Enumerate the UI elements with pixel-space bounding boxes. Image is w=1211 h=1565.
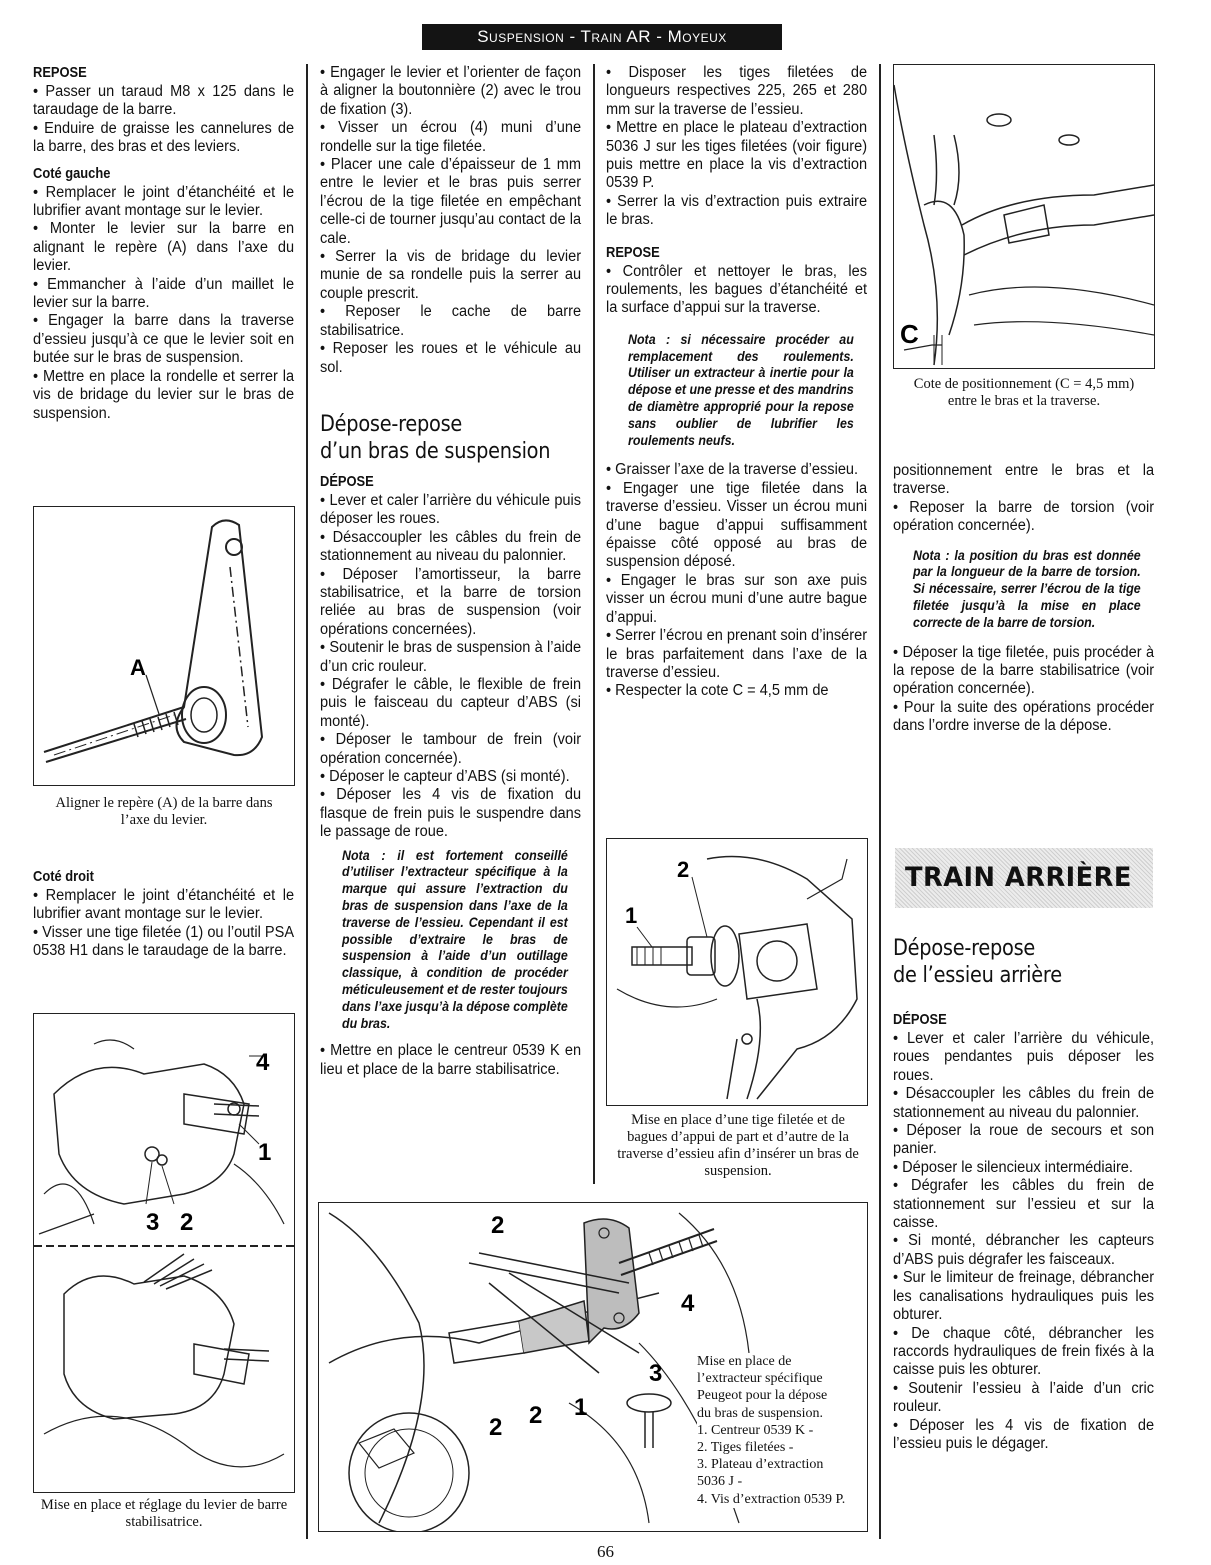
figure-label: 3 (146, 1209, 160, 1236)
column-1-lower (33, 860, 295, 961)
section-title: Dépose-repose (320, 411, 463, 437)
caption-line: 5036 J - (697, 1474, 743, 1490)
figure-label: 2 (489, 1414, 503, 1441)
paragraph: • Engager le levier et l’orienter de façon à aligner la boutonnière (2) avec le trou de fixation (3). • Visser un écrou (4) muni d’une rondelle sur la tige filetée. • Placer une cale d’épaisseur de 1 mm entre le levier et le bras puis serrer l’écrou de la tige filetée en empêchant celle-ci de tourner jusqu’au contact de la cale. • Serrer la vis de bridage du levier munie de sa rondelle puis la serrer au couple prescrit. • Reposer le cache de barre stabilisatrice. • Reposer les roues et le véhicule au sol. (320, 64, 582, 376)
caption-line: 1. Centreur 0539 K - (697, 1422, 814, 1438)
section-title: de l’essieu arrière (893, 963, 1062, 988)
column-1 (33, 64, 295, 423)
column-2 (320, 64, 582, 1079)
figure-position-c (893, 64, 1155, 369)
lever-drawing (34, 507, 294, 785)
page-header: Suspension - Train AR - Moyeux (422, 24, 782, 50)
column-divider (306, 64, 308, 1539)
figure-label: 4 (681, 1290, 695, 1317)
page-number: 66 (597, 1542, 614, 1561)
extractor-caption (697, 1353, 867, 1508)
subheading: Coté droit (33, 868, 94, 885)
column-4-lower (893, 935, 1155, 1453)
figure-label: 1 (258, 1139, 272, 1166)
section-title: Dépose-repose (893, 936, 1036, 961)
figure-stabilizer-lever (33, 1013, 295, 1493)
section-heading: REPOSE (33, 64, 87, 81)
figure-caption: Mise en place d’une tige filetée et de bagues d’appui de part et d’autre de la traverse d’essieu afin d’insérer un bras de suspension. (617, 1112, 859, 1179)
figure-label: 2 (677, 857, 690, 882)
figure-threaded-rod (606, 838, 868, 1106)
paragraph: • Lever et caler l’arrière du véhicule, roues pendantes puis déposer les roues. • Désaccoupler les câbles du frein de stationnement au niveau du palonnier. • Déposer la roue de secours et son panier. • Déposer le silencieux intermédiaire. • Dégrafer les câbles du frein de stationnement sur l’essieu et sur la caisse. • Si monté, débrancher les capteurs d’ABS puis dégrafer les faisceaux. • Sur le limiteur de freinage, débrancher les canalisations hydrauliques puis les obturer. • De chaque côté, débrancher les raccords hydrauliques de frein fixés à la caisse puis les obturer. • Soutenir l’essieu à l’aide d’un cric rouleur. • Déposer les 4 vis de fixation de l’essieu puis le dégager. (893, 1030, 1155, 1452)
section-heading: REPOSE (606, 243, 660, 261)
stabilizer-drawing (34, 1014, 294, 1492)
figure-caption: Aligner le repère (A) de la barre dans l’axe du levier. (55, 795, 273, 828)
figure-label: 1 (625, 903, 638, 928)
caption-line: du bras de suspension. (697, 1405, 823, 1421)
note: Nota : la position du bras est donnée par la longueur de la barre de torsion. Si nécessaire, serrer l’écrou de la tige filetée jusqu’à la mise en place correcte de la barre de torsion. (913, 547, 1141, 630)
figure-label: 2 (180, 1209, 194, 1236)
paragraph: • Graisser l’axe de la traverse d’essieu. • Engager une tige filetée dans la traverse d’essieu. Visser un écrou muni d’une bague d’appui suffisamment épaisse côté opposé au bras de suspension déposé. • Engager le bras sur son axe puis visser un écrou muni d’une autre bague d’appui. • Serrer l’écrou en prenant soin d’insérer le bras parfaitement dans l’axe de la traverse d’essieu. • Respecter la cote C = 4,5 mm de (606, 461, 868, 700)
paragraph: • Remplacer le joint d’étanchéité et le lubrifier avant montage sur le levier. • Monter le levier sur la barre en alignant le repère (A) dans l’axe du levier. • Emmancher à l’aide d’un maillet le levier sur la barre. • Engager la barre dans la traverse d’essieu jusqu’à ce que le levier soit en butée sur le bras de suspension. • Mettre en place la rondelle et serrer la vis de bridage du levier sur le bras de suspension. (33, 183, 295, 422)
paragraph: • Contrôler et nettoyer le bras, les roulements, les bagues d’étanchéité et la surface d’appui sur la traverse. (606, 262, 868, 317)
figure-label: 3 (649, 1360, 663, 1387)
paragraph: positionnement entre le bras et la traverse. • Reposer la barre de torsion (voir opération concernée). (893, 462, 1155, 535)
section-banner (895, 848, 1153, 908)
paragraph: • Disposer les tiges filetées de longueurs respectives 225, 265 et 280 mm sur la traverse de l’essieu. • Mettre en place le plateau d’extraction 5036 J sur les tiges filetées (voir figure) puis mettre en place la vis d’extraction 0539 P. • Serrer la vis d’extraction puis extraire le bras. (606, 64, 868, 229)
subheading: Coté gauche (33, 164, 111, 182)
paragraph: • Déposer la tige filetée, puis procéder à la repose de la barre stabilisatrice (voir opération concernée). • Pour la suite des opérations procéder dans l’ordre inverse de la dépose. (893, 643, 1155, 735)
section-title: d’un bras de suspension (320, 438, 551, 464)
figure-label: A (130, 655, 146, 680)
paragraph: • Passer un taraud M8 x 125 dans le taraudage de la barre. • Enduire de graisse les cannelures de la barre, des bras et des leviers. (33, 83, 295, 156)
column-4 (893, 462, 1155, 736)
threaded-rod-drawing (607, 839, 867, 1105)
section-heading: DÉPOSE (893, 1011, 947, 1028)
paragraph: • Lever et caler l’arrière du véhicule puis déposer les roues. • Désaccoupler les câbles du frein de stationnement au niveau du palonnier. • Déposer l’amortisseur, la barre stabilisatrice, et la barre de torsion reliée au bras de suspension (voir opérations concernées). • Soutenir le bras de suspension à l’aide d’un cric rouleur. • Dégrafer le câble, le flexible de frein puis le faisceau du capteur d’ABS (si monté). • Déposer le tambour de frein (voir opération concernée). • Déposer le capteur d’ABS (si monté). • Déposer les 4 vis de fixation du flasque de frein puis le suspendre dans le passage de roue. (320, 491, 582, 841)
figure-caption: Cote de positionnement (C = 4,5 mm) entre le bras et la traverse. (913, 376, 1135, 409)
caption-line: 4. Vis d’extraction 0539 P. (697, 1491, 846, 1507)
caption-line: 3. Plateau d’extraction (697, 1457, 824, 1473)
caption-line: 2. Tiges filetées - (697, 1440, 794, 1456)
figure-label: 2 (529, 1402, 543, 1429)
position-c-drawing (894, 65, 1154, 368)
note: Nota : il est fortement conseillé d’utiliser l’extracteur spécifique à la marque qui assure l’extraction du bras de suspension dans l’axe de la traverse de l’essieu. Cependant il est possible d’extraire le bras de suspension à l’aide d’un outillage classique, à condition de procéder méticuleusement et de rester toujours dans l’axe jusqu’à la dépose complète du bras. (342, 847, 568, 1031)
figure-lever-alignment (33, 506, 295, 786)
figure-label: 2 (491, 1212, 505, 1239)
column-3 (606, 64, 868, 701)
section-heading: DÉPOSE (320, 472, 374, 490)
paragraph: • Remplacer le joint d’étanchéité et le lubrifier avant montage sur le levier. • Visser une tige filetée (1) ou l’outil PSA 0538 H1 dans le taraudage de la barre. (33, 887, 295, 960)
figure-label: C (900, 319, 919, 349)
caption-line: Peugeot pour la dépose (697, 1388, 828, 1404)
note: Nota : si nécessaire procéder au remplacement des roulements. Utiliser un extracteur à inertie pour la dépose et une presse et des mandrins de diamètre approprié pour la repose sans oublier de lubrifier les roulements neufs. (628, 331, 854, 448)
figure-extractor (318, 1202, 868, 1532)
caption-line: l’extracteur spécifique (697, 1371, 823, 1387)
caption-line: Mise en place de (697, 1354, 792, 1369)
column-divider (879, 64, 881, 1539)
figure-label: 4 (256, 1049, 270, 1076)
banner-text: TRAIN ARRIÈRE (905, 862, 1132, 893)
paragraph: • Mettre en place le centreur 0539 K en lieu et place de la barre stabilisatrice. (320, 1042, 582, 1078)
figure-caption: Mise en place et réglage du levier de barre stabilisatrice. (40, 1497, 288, 1530)
column-divider (593, 64, 595, 1184)
figure-label: 1 (574, 1394, 588, 1421)
